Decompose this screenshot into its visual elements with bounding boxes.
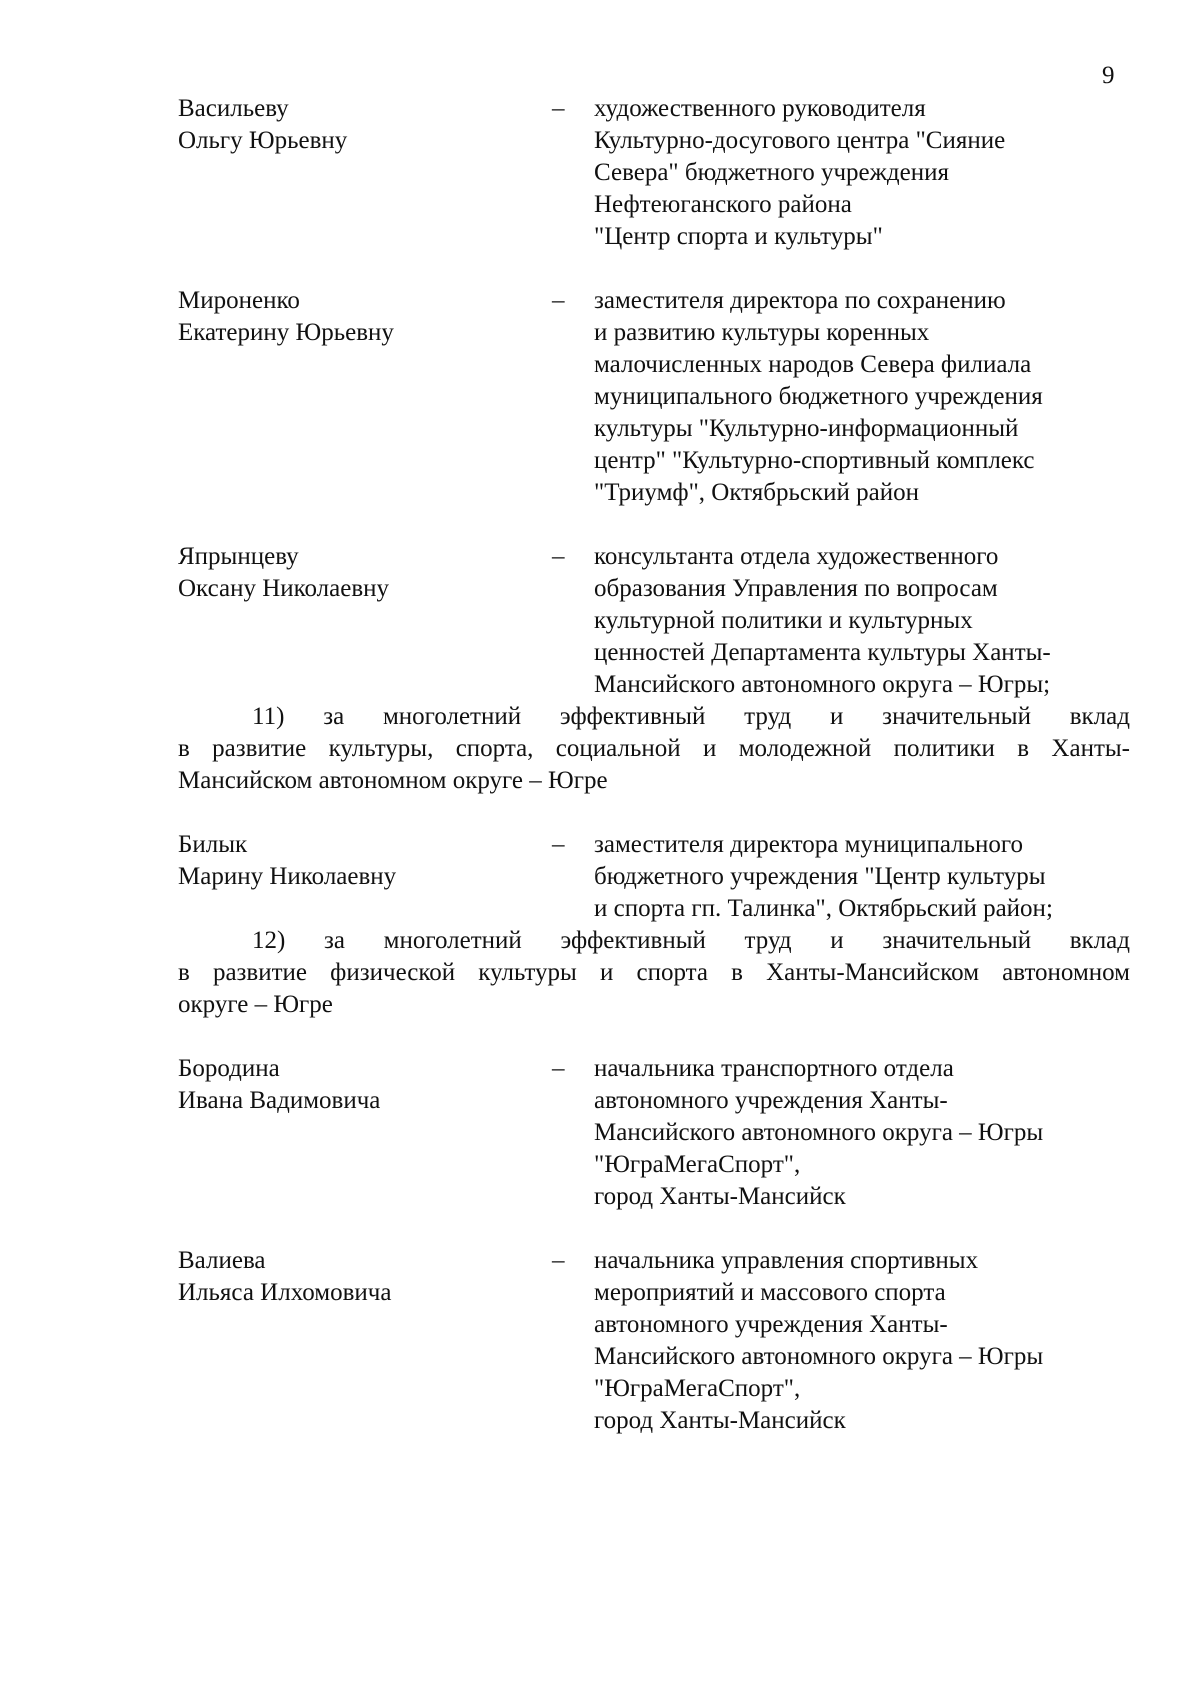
person-name <box>178 541 552 701</box>
position-line: "ЮграМегаСпорт", <box>594 1375 801 1402</box>
position-line: центр" "Культурно-спортивный комплекс <box>594 447 1035 474</box>
clause-line: в развитие культуры, спорта, социальной и молодежной политики в Ханты- <box>178 735 1130 762</box>
dash-separator: – <box>552 543 565 570</box>
person-surname: Валиева <box>178 1247 266 1274</box>
position-line: бюджетного учреждения "Центр культуры <box>594 863 1046 890</box>
position-line: начальника транспортного отдела <box>594 1055 954 1082</box>
clause-line: округе – Югре <box>178 991 333 1018</box>
position-line: Севера" бюджетного учреждения <box>594 159 949 186</box>
position-line: Мансийского автономного округа – Югры; <box>594 671 1051 698</box>
person-given-names: Ольгу Юрьевну <box>178 127 348 154</box>
person-given-names: Ивана Вадимовича <box>178 1087 381 1114</box>
position-line: и спорта гп. Талинка", Октябрьский район; <box>594 895 1053 922</box>
clause-line: 12) за многолетний эффективный труд и значительный вклад <box>252 927 1130 954</box>
person-position <box>594 541 1130 701</box>
position-line: образования Управления по вопросам <box>594 575 998 602</box>
position-line: и развитию культуры коренных <box>594 319 930 346</box>
position-line: Культурно-досугового центра "Сияние <box>594 127 1006 154</box>
person-name <box>178 1245 552 1437</box>
dash-separator: – <box>552 831 565 858</box>
position-line: город Ханты-Мансийск <box>594 1183 846 1210</box>
person-position <box>594 93 1130 253</box>
person-position <box>594 1053 1130 1213</box>
position-line: начальника управления спортивных <box>594 1247 979 1274</box>
person-given-names: Оксану Николаевну <box>178 575 390 602</box>
clause-line: 11) за многолетний эффективный труд и значительный вклад <box>252 703 1130 730</box>
position-line: Мансийского автономного округа – Югры <box>594 1343 1044 1370</box>
dash-separator: – <box>552 95 565 122</box>
position-line: "Центр спорта и культуры" <box>594 223 883 250</box>
dash-separator: – <box>552 287 565 314</box>
position-line: автономного учреждения Ханты- <box>594 1087 948 1114</box>
position-line: консультанта отдела художественного <box>594 543 999 570</box>
dash-separator: – <box>552 1247 565 1274</box>
position-line: Мансийского автономного округа – Югры <box>594 1119 1044 1146</box>
person-name <box>178 93 552 253</box>
position-line: муниципального бюджетного учреждения <box>594 383 1043 410</box>
dash-separator: – <box>552 1055 565 1082</box>
person-given-names: Марину Николаевну <box>178 863 397 890</box>
position-line: ценностей Департамента культуры Ханты- <box>594 639 1051 666</box>
position-line: мероприятий и массового спорта <box>594 1279 946 1306</box>
position-line: Нефтеюганского района <box>594 191 852 218</box>
position-line: город Ханты-Мансийск <box>594 1407 846 1434</box>
position-line: "ЮграМегаСпорт", <box>594 1151 801 1178</box>
person-name <box>178 285 552 509</box>
position-line: автономного учреждения Ханты- <box>594 1311 948 1338</box>
award-entry <box>178 285 1130 509</box>
clause-line: Мансийском автономном округе – Югре <box>178 767 608 794</box>
person-surname: Япрынцеву <box>178 543 299 570</box>
person-name <box>178 829 552 925</box>
person-surname: Васильеву <box>178 95 289 122</box>
position-line: культуры "Культурно-информационный <box>594 415 1019 442</box>
position-line: малочисленных народов Севера филиала <box>594 351 1032 378</box>
award-entry <box>178 541 1130 701</box>
award-entry <box>178 1053 1130 1213</box>
award-entry <box>178 93 1130 253</box>
person-given-names: Ильяса Илхомовича <box>178 1279 392 1306</box>
person-position <box>594 829 1130 925</box>
position-line: культурной политики и культурных <box>594 607 973 634</box>
position-line: заместителя директора по сохранению <box>594 287 1006 314</box>
award-entry <box>178 1245 1130 1437</box>
person-surname: Мироненко <box>178 287 300 314</box>
award-entry <box>178 829 1130 925</box>
clause-line: в развитие физической культуры и спорта в Ханты-Мансийском автономном <box>178 959 1130 986</box>
position-line: художественного руководителя <box>594 95 926 122</box>
person-surname: Билык <box>178 831 248 858</box>
person-name <box>178 1053 552 1213</box>
position-line: заместителя директора муниципального <box>594 831 1024 858</box>
position-line: "Триумф", Октябрьский район <box>594 479 919 506</box>
person-surname: Бородина <box>178 1055 280 1082</box>
person-position <box>594 285 1130 509</box>
clause-11-paragraph <box>178 701 1130 797</box>
person-position <box>594 1245 1130 1437</box>
document-body <box>178 93 1130 1469</box>
person-given-names: Екатерину Юрьевну <box>178 319 394 346</box>
page-number: 9 <box>1102 62 1115 89</box>
clause-12-paragraph <box>178 925 1130 1021</box>
